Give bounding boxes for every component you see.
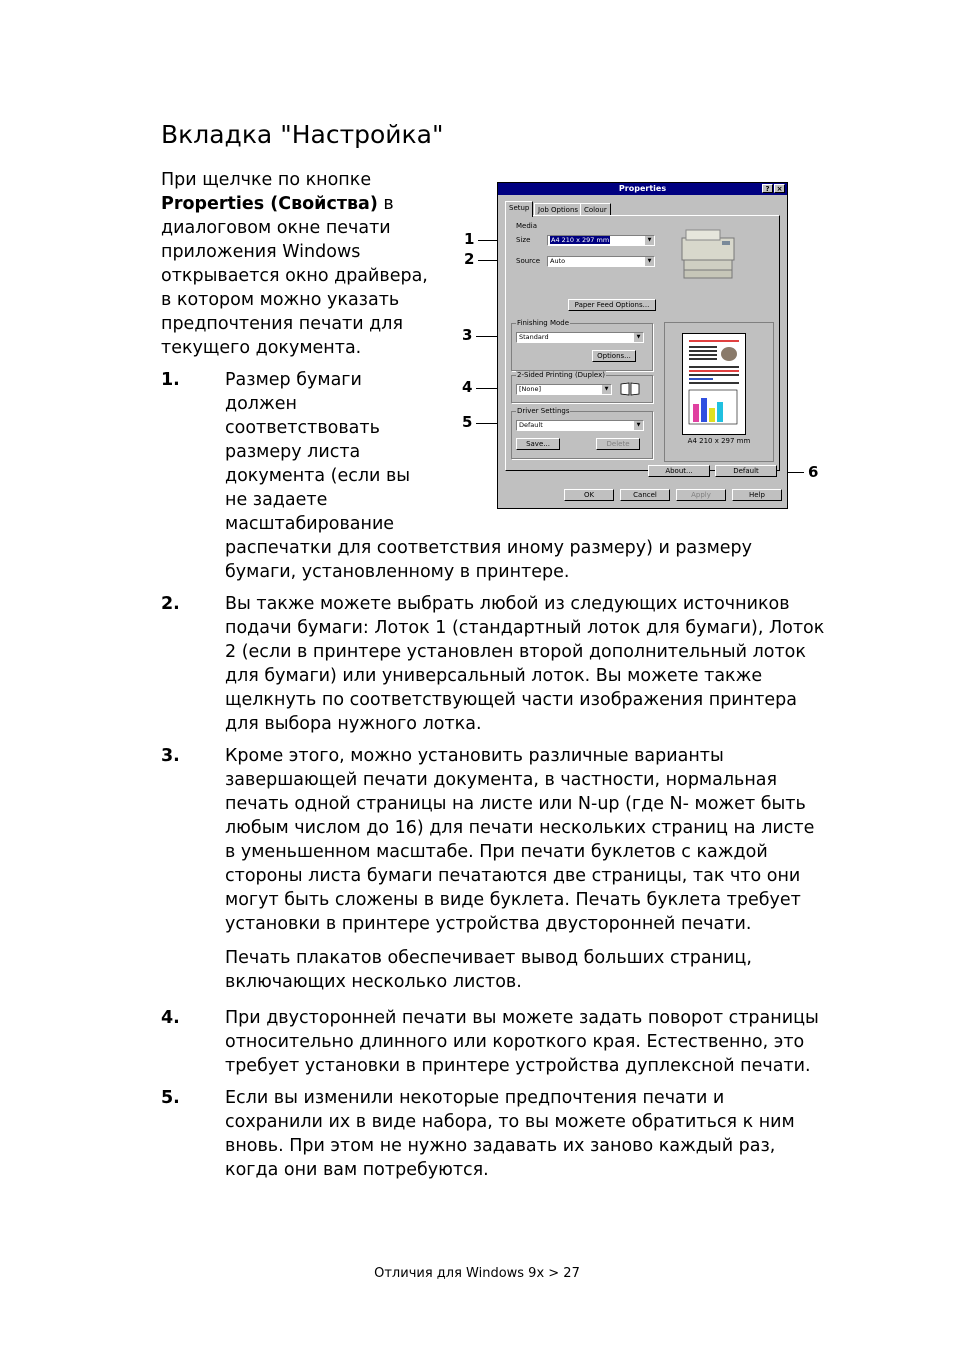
finishing-combo[interactable] — [516, 332, 644, 343]
callout-3: 3 — [462, 326, 473, 344]
driver-settings-label: Driver Settings — [517, 407, 570, 415]
driver-settings-group — [511, 407, 653, 459]
chevron-down-icon[interactable]: ▼ — [644, 257, 654, 266]
intro-bold: Properties (Свойства) — [161, 194, 378, 214]
tab-job-options[interactable]: Job Options — [534, 203, 582, 216]
driver-settings-combo[interactable] — [516, 420, 644, 431]
chevron-down-icon[interactable]: ▼ — [633, 421, 643, 430]
preview-caption: A4 210 x 297 mm — [687, 437, 751, 445]
help-button[interactable]: Help — [732, 489, 782, 501]
chevron-down-icon[interactable]: ▼ — [601, 385, 611, 394]
item-2-text: Вы также можете выбрать любой из следующих источников подачи бумаги: Лоток 1 (стандартный лоток для бумаги), Лоток 2 (если в принтере установлен второй дополнительный лоток для бумаги) или универсальный лоток. Вы можете также щелкнуть по соответствующей части изображения принтера для выбора нужного лотка. — [225, 594, 825, 734]
duplex-value: [None] — [519, 385, 542, 393]
page-title: Вкладка "Настройка" — [161, 120, 444, 149]
driver-settings-value: Default — [519, 421, 543, 429]
duplex-group — [511, 371, 653, 403]
intro-before: При щелчке по кнопке — [161, 170, 372, 190]
intro-paragraph — [161, 168, 436, 360]
source-combo[interactable] — [547, 256, 655, 267]
options-button[interactable]: Options... — [592, 350, 636, 362]
finishing-label: Finishing Mode — [517, 319, 570, 327]
page-preview-frame — [664, 322, 774, 462]
item-5-text: Если вы изменили некоторые предпочтения печати и сохранили их в виде набора, то вы можете обратиться к ним вновь. При этом не нужно задавать их заново каждый раз, когда они вам потребуются. — [225, 1088, 795, 1180]
properties-dialog — [497, 182, 788, 509]
item-4-number: 4. — [161, 1008, 180, 1028]
duplex-label: 2-Sided Printing (Duplex) — [517, 371, 605, 379]
close-icon[interactable]: × — [774, 184, 785, 193]
item-3-text-2: Печать плакатов обеспечивает вывод больших страниц, включающих несколько листов. — [225, 948, 752, 992]
item-4-text: При двусторонней печати вы можете задать поворот страницы относительно длинного или короткого края. Естественно, это требует установки в принтере устройства дуплексной печати. — [225, 1008, 819, 1076]
item-3-text: Кроме этого, можно установить различные варианты завершающей печати документа, в частности, нормальная печать одной страницы на листе или N-up (где N- может быть любым числом до 16) для печати нескольких страниц на листе в уменьшенном масштабе. При печати буклетов с каждой стороны листа бумаги печатаются две страницы, так что они могут быть сложены в виде буклета. Печать буклета требует установки в принтере устройства двусторонней печати. — [225, 746, 815, 934]
callout-2: 2 — [464, 250, 475, 268]
item-5-number: 5. — [161, 1088, 180, 1108]
size-value: A4 210 x 297 mm — [551, 236, 610, 244]
finishing-value: Standard — [519, 333, 549, 341]
source-value: Auto — [550, 257, 566, 265]
duplex-combo[interactable] — [516, 384, 612, 395]
about-button[interactable]: About... — [648, 465, 710, 477]
booklet-icon[interactable] — [620, 382, 640, 396]
item-1-text-narrow: Размер бумаги должен соответствовать размеру листа документа (если вы не задаете масштабирование — [225, 370, 411, 534]
item-1-number: 1. — [161, 370, 180, 390]
printer-image[interactable] — [678, 226, 738, 284]
tab-colour[interactable]: Colour — [580, 203, 611, 216]
source-label: Source — [516, 257, 541, 265]
page-preview — [682, 333, 746, 435]
media-label: Media — [516, 222, 538, 230]
apply-button[interactable]: Apply — [676, 489, 726, 501]
paper-feed-options-button[interactable]: Paper Feed Options... — [568, 299, 656, 311]
item-1-text-wide: распечатки для соответствия иному размеру) и размеру бумаги, установленному в принтере. — [225, 538, 753, 582]
delete-button[interactable]: Delete — [596, 438, 640, 450]
save-button[interactable]: Save... — [516, 438, 560, 450]
callout-5: 5 — [462, 413, 473, 431]
size-combo[interactable] — [547, 235, 655, 246]
page-footer: Отличия для Windows 9x > 27 — [374, 1266, 580, 1281]
callout-1: 1 — [464, 230, 475, 248]
dialog-titlebar — [498, 183, 787, 195]
size-label: Size — [516, 236, 531, 244]
default-button[interactable]: Default — [715, 465, 777, 477]
callout-4: 4 — [462, 378, 473, 396]
callout-6: 6 — [808, 463, 819, 481]
dialog-title: Properties — [618, 184, 667, 193]
setup-panel — [505, 215, 780, 471]
item-3-number: 3. — [161, 746, 180, 766]
chevron-down-icon[interactable]: ▼ — [644, 236, 654, 245]
intro-after: в диалоговом окне печати приложения Windows открывается окно драйвера, в котором можно указать предпочтения печати для текущего документа. — [161, 194, 428, 358]
tab-setup[interactable]: Setup — [505, 201, 533, 217]
item-2-number: 2. — [161, 594, 180, 614]
finishing-group — [511, 319, 653, 371]
help-icon[interactable]: ? — [762, 184, 773, 193]
cancel-button[interactable]: Cancel — [620, 489, 670, 501]
chevron-down-icon[interactable]: ▼ — [633, 333, 643, 342]
ok-button[interactable]: OK — [564, 489, 614, 501]
